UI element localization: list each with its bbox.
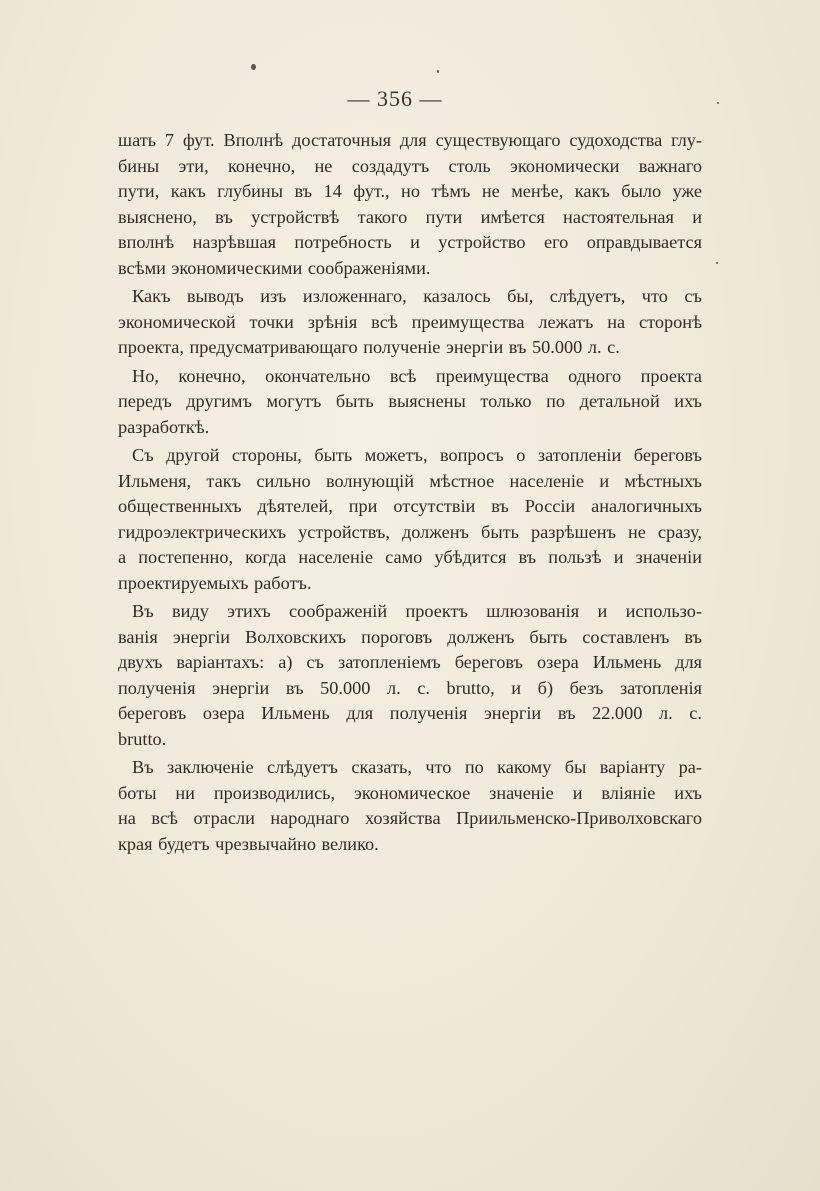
text-line: вполнѣ назрѣвшая потребность и устройство его оправдывается [118, 232, 702, 252]
text-line: шать 7 фут. Вполнѣ достаточныя для существующаго судоходства глу- [118, 130, 702, 150]
ink-speck [437, 70, 439, 73]
text-line: пути, какъ глубины въ 14 фут., но тѣмъ не менѣе, какъ было уже [118, 181, 702, 201]
text-line: на всѣ отрасли народнаго хозяйства Приильменско-Приволховскаго [118, 808, 702, 828]
paragraph [118, 443, 702, 596]
text-line: передъ другимъ могутъ быть выяснены только по детальной ихъ [118, 391, 702, 411]
text-line: экономической точки зрѣнія всѣ преимущества лежатъ на сторонѣ [118, 311, 702, 332]
paragraph [118, 599, 702, 752]
page-number: — 356 — [347, 86, 443, 111]
paragraph [118, 364, 702, 441]
text-line: Въ заключеніе слѣдуетъ сказать, что по какому бы варіанту ра- [132, 757, 702, 777]
text-line: ванія энергіи Волховскихъ пороговъ долженъ быть составленъ въ [118, 626, 702, 647]
text-line: боты ни производились, экономическое значеніе и вліяніе ихъ [118, 782, 702, 803]
text-line: Какъ выводъ изъ изложеннаго, казалось бы, слѣдуетъ, что съ [132, 286, 702, 306]
text-line: а постепенно, когда населеніе само убѣдится въ пользѣ и значеніи [118, 547, 702, 567]
text-line: края будетъ чрезвычайно велико. [118, 833, 379, 854]
text-line: гидроэлектрическихъ устройствъ, долженъ быть разрѣшенъ не сразу, [118, 521, 702, 542]
body-text [118, 128, 702, 857]
paragraph [118, 755, 702, 857]
text-line: brutto. [118, 728, 167, 749]
text-line: проекта, предусматривающаго полученіе энергіи въ 50.000 л. с. [118, 337, 620, 357]
text-line: разработкѣ. [118, 416, 210, 437]
ink-speck [251, 64, 256, 70]
paragraph [118, 128, 702, 281]
text-line: полученія энергіи въ 50.000 л. с. brutto, и б) безъ затопленія [118, 677, 702, 698]
text-line: Ильменя, такъ сильно волнующій мѣстное населеніе и мѣстныхъ [118, 470, 702, 491]
text-line: береговъ озера Ильмень для полученія энергіи въ 22.000 л. с. [118, 703, 702, 723]
paragraph [118, 284, 702, 361]
text-line: проектируемыхъ работъ. [118, 572, 312, 593]
text-line: общественныхъ дѣятелей, при отсутствіи въ Россіи аналогичныхъ [118, 496, 702, 516]
text-line: двухъ варіантахъ: а) съ затопленіемъ береговъ озера Ильмень для [118, 652, 702, 672]
text-line: Съ другой стороны, быть можетъ, вопросъ о затопленіи береговъ [132, 445, 702, 465]
text-line: Но, конечно, окончательно всѣ преимущества одного проекта [132, 365, 702, 386]
text-line: Въ виду этихъ соображеній проектъ шлюзованія и использо- [132, 601, 702, 621]
ink-speck [716, 262, 718, 264]
text-line: всѣми экономическими соображеніями. [118, 257, 431, 278]
text-line: бины эти, конечно, не создадутъ столь экономически важнаго [118, 155, 702, 176]
text-line: выяснено, въ устройствѣ такого пути имѣется настоятельная и [118, 206, 702, 227]
